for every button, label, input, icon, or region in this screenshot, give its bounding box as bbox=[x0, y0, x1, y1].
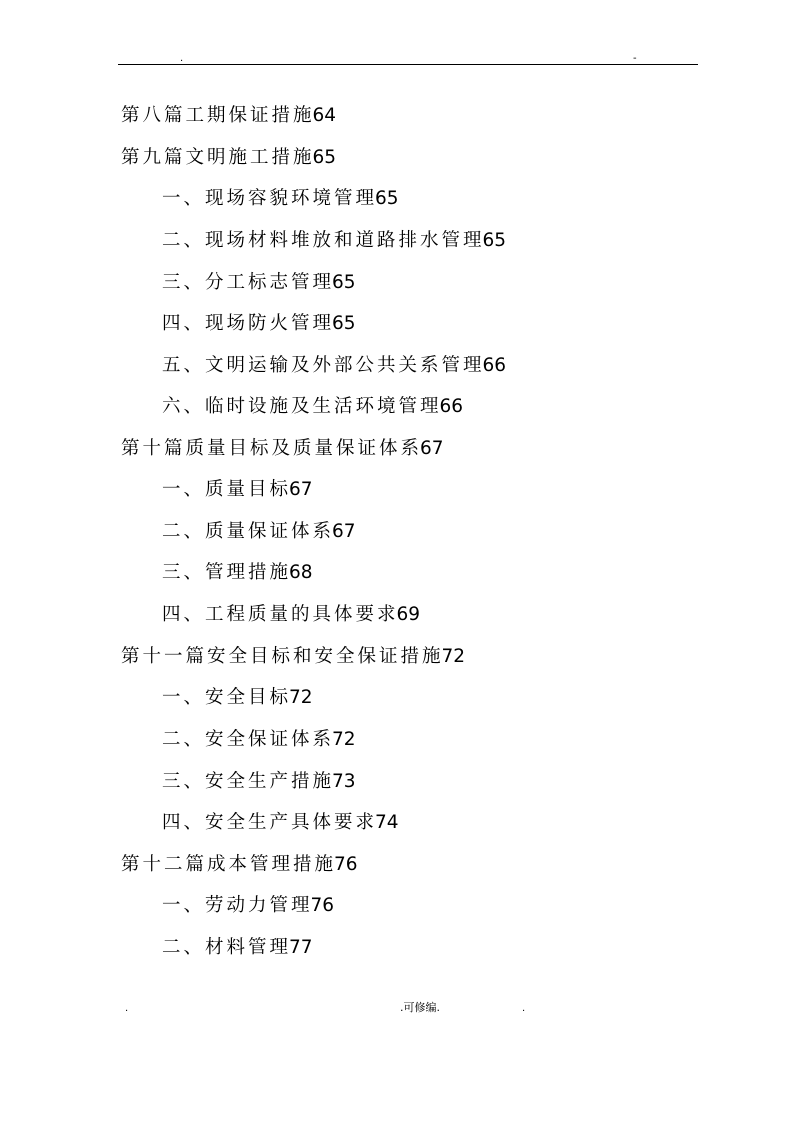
toc-entry-page: 77 bbox=[289, 937, 313, 958]
toc-entry-title: 一、现场容貌环境管理 bbox=[162, 188, 378, 209]
toc-entry-title: 一、劳动力管理 bbox=[162, 895, 313, 916]
toc-entry-title: 一、质量目标 bbox=[162, 479, 292, 500]
toc-entry-title: 三、分工标志管理 bbox=[162, 272, 335, 293]
toc-entry-title: 三、管理措施 bbox=[162, 562, 292, 583]
toc-entry bbox=[121, 434, 444, 464]
toc-entry-title: 一、安全目标 bbox=[162, 687, 292, 708]
toc-entry bbox=[162, 767, 356, 797]
toc-entry-page: 65 bbox=[312, 147, 337, 168]
toc-entry-title: 三、安全生产措施 bbox=[162, 771, 335, 792]
toc-entry-page: 66 bbox=[439, 396, 464, 417]
toc-entry-page: 67 bbox=[332, 521, 356, 542]
toc-entry bbox=[121, 850, 358, 880]
toc-entry bbox=[162, 600, 420, 630]
toc-entry-title: 第十篇质量目标及质量保证体系 bbox=[121, 438, 423, 459]
toc-entry-page: 65 bbox=[332, 313, 356, 334]
toc-entry-page: 68 bbox=[289, 562, 313, 583]
toc-entry-page: 72 bbox=[332, 729, 356, 750]
toc-entry-page: 69 bbox=[396, 604, 421, 625]
toc-entry bbox=[162, 891, 334, 921]
toc-entry-page: 64 bbox=[312, 105, 337, 126]
toc-entry-title: 五、文明运输及外部公共关系管理 bbox=[162, 355, 485, 376]
toc-entry-page: 66 bbox=[482, 355, 507, 376]
toc-entry-title: 四、安全生产具体要求 bbox=[162, 812, 378, 833]
toc-entry-page: 65 bbox=[375, 188, 399, 209]
toc-entry bbox=[162, 725, 356, 755]
toc-entry-page: 65 bbox=[482, 230, 507, 251]
toc-entry-page: 76 bbox=[310, 895, 335, 916]
toc-entry bbox=[162, 184, 399, 214]
toc-entry bbox=[162, 268, 356, 298]
toc-entry bbox=[121, 101, 336, 131]
footer-left-mark: . bbox=[125, 1003, 129, 1014]
header-right-mark: - bbox=[633, 53, 637, 64]
toc-entry-page: 67 bbox=[289, 479, 313, 500]
toc-entry-title: 四、工程质量的具体要求 bbox=[162, 604, 399, 625]
header-rule bbox=[118, 64, 698, 65]
toc-entry-title: 二、安全保证体系 bbox=[162, 729, 335, 750]
toc-entry-title: 第十一篇安全目标和安全保证措施 bbox=[121, 646, 444, 667]
toc-entry bbox=[162, 309, 356, 339]
toc-entry bbox=[162, 683, 313, 713]
toc-entry-title: 二、材料管理 bbox=[162, 937, 292, 958]
toc-entry-title: 第八篇工期保证措施 bbox=[121, 105, 315, 126]
toc-entry-page: 72 bbox=[441, 646, 466, 667]
toc-entry-title: 第九篇文明施工措施 bbox=[121, 147, 315, 168]
toc-entry-page: 73 bbox=[332, 771, 356, 792]
toc-entry-page: 76 bbox=[334, 854, 358, 875]
footer-right-mark: . bbox=[522, 1003, 526, 1014]
toc-entry-page: 72 bbox=[289, 687, 313, 708]
toc-entry bbox=[162, 392, 463, 422]
toc-entry bbox=[121, 143, 336, 173]
footer-center-text: .可修编. bbox=[400, 1001, 440, 1014]
toc-entry-title: 四、现场防火管理 bbox=[162, 313, 335, 334]
toc-entry bbox=[162, 517, 356, 547]
toc-entry bbox=[121, 642, 465, 672]
toc-entry bbox=[162, 226, 506, 256]
toc-entry bbox=[162, 351, 506, 381]
toc-entry-title: 二、质量保证体系 bbox=[162, 521, 335, 542]
toc-entry bbox=[162, 808, 399, 838]
toc-entry bbox=[162, 558, 313, 588]
toc-entry-page: 67 bbox=[420, 438, 444, 459]
toc-entry-title: 六、临时设施及生活环境管理 bbox=[162, 396, 442, 417]
toc-entry bbox=[162, 475, 313, 505]
toc-entry-title: 二、现场材料堆放和道路排水管理 bbox=[162, 230, 485, 251]
toc-entry-page: 74 bbox=[375, 812, 399, 833]
toc-entry-page: 65 bbox=[332, 272, 356, 293]
toc-entry bbox=[162, 933, 313, 963]
toc-entry-title: 第十二篇成本管理措施 bbox=[121, 854, 337, 875]
header-left-mark: . bbox=[180, 53, 184, 64]
